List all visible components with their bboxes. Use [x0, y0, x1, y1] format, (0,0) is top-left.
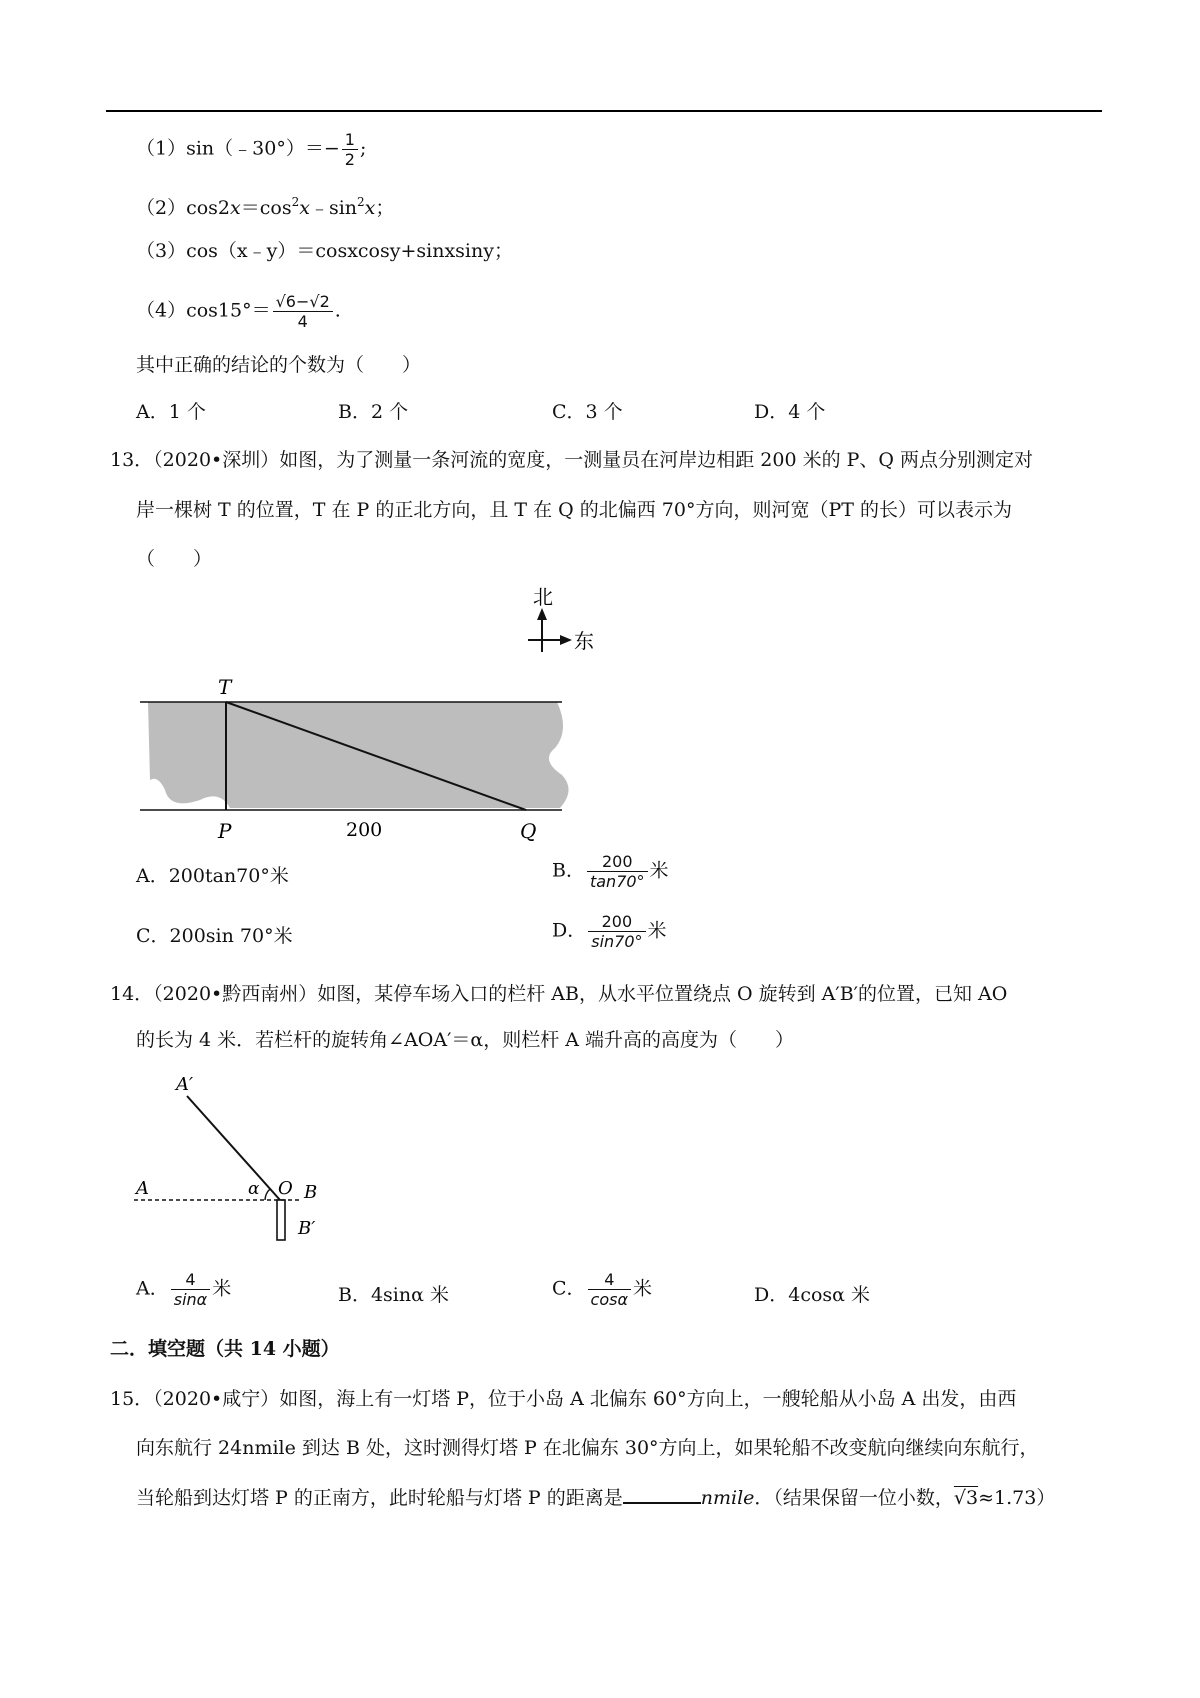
fraction-200-tan70: $\frac{200}{\tan 70^\circ}$	[587, 852, 648, 891]
q12-option-a[interactable]: A．1 个	[136, 401, 206, 423]
q15-line-3: 当轮船到达灯塔 P 的正南方，此时轮船与灯塔 P 的距离是 nmile．（结果保留一位小数，√3≈1.73）	[136, 1484, 1055, 1512]
q15-line-2: 向东航行 24nmile 到达 B 处，这时测得灯塔 P 在北偏东 30°方向上，如果轮船不改变航向继续向东航行，	[136, 1437, 1039, 1459]
q12-option-b[interactable]: B．2 个	[338, 401, 409, 423]
alpha-label: α	[248, 1179, 260, 1199]
q14-line-1: 14．（2020•黔西南州）如图，某停车场入口的栏杆 AB，从水平位置绕点 O 旋转到 A′B′的位置，已知 AO	[110, 983, 1008, 1005]
fraction-cos15: $\frac{√6-√2}{4}$	[273, 292, 333, 331]
answer-blank[interactable]	[623, 1484, 701, 1504]
q12-option-d[interactable]: D．4 个	[754, 401, 826, 423]
point-T-label: T	[218, 675, 232, 699]
q13-line-1: 13．（2020•深圳）如图，为了测量一条河流的宽度，一测量员在河岸边相距 200 米的 P、Q 两点分别测定对	[110, 449, 1034, 471]
header-rule	[106, 110, 1102, 112]
post	[277, 1200, 285, 1240]
rotated-bar	[187, 1096, 280, 1200]
compass-icon	[528, 585, 594, 653]
fraction-4-sinalpha: $\frac{4}{\sin\alpha}$	[171, 1270, 210, 1309]
point-B-label: B	[304, 1182, 318, 1203]
statement-3: （3）cos（x﹣y）＝cosxcosy+sinxsiny；	[136, 240, 513, 262]
distance-label: 200	[346, 819, 383, 841]
statement-4: （4）cos15°＝ $\frac{√6-√2}{4}$ .	[136, 292, 341, 331]
q14-option-d[interactable]: D．4cosα 米	[754, 1284, 871, 1306]
q14-option-b[interactable]: B．4sinα 米	[338, 1284, 449, 1306]
statement-1: （1）sin（﹣30°）＝− $\frac{1}{2}$ ;	[136, 130, 367, 169]
fraction-4-cosalpha: $\frac{4}{\cos\alpha}$	[588, 1270, 631, 1309]
q14-option-a[interactable]: A． $\frac{4}{\sin\alpha}$ 米	[136, 1270, 232, 1309]
q12-stem: 其中正确的结论的个数为（ ）	[136, 354, 422, 376]
point-A-label: A	[136, 1178, 149, 1199]
statement-2: $(2)\cos 2x=\cos^2x﹣\sin^2x$；	[136, 195, 395, 219]
q13-option-b[interactable]: B． $\frac{200}{\tan 70^\circ}$ 米	[552, 852, 669, 891]
sqrt3-symbol: √3	[953, 1487, 979, 1509]
fraction-200-sin70: $\frac{200}{\sin 70^\circ}$	[588, 912, 645, 951]
barrier-figure	[130, 1068, 350, 1248]
compass-east-label: 东	[574, 629, 594, 653]
q15-line-1: 15．（2020•咸宁）如图，海上有一灯塔 P，位于小岛 A 北偏东 60°方向上，一艘轮船从小岛 A 出发，由西	[110, 1388, 1017, 1410]
q13-option-a[interactable]: A．200tan70°米	[136, 865, 289, 887]
river-figure	[130, 580, 610, 850]
q13-option-d[interactable]: D． $\frac{200}{\sin 70^\circ}$ 米	[552, 912, 667, 951]
angle-arc	[265, 1189, 270, 1200]
point-A-prime-label: A′	[176, 1074, 194, 1095]
compass-north-label: 北	[533, 585, 553, 609]
q13-line-2: 岸一棵树 T 的位置，T 在 P 的正北方向，且 T 在 Q 的北偏西 70°方向，则河宽（PT 的长）可以表示为	[136, 499, 1012, 521]
q14-line-2: 的长为 4 米．若栏杆的旋转角∠AOA′＝α，则栏杆 A 端升高的高度为（ ）	[136, 1029, 795, 1051]
q14-option-c[interactable]: C． $\frac{4}{\cos\alpha}$ 米	[552, 1270, 653, 1309]
section-2-title: 二．填空题（共 14 小题）	[110, 1338, 340, 1360]
q13-line-3: （ ）	[136, 548, 213, 570]
q13-option-c[interactable]: C．200sin 70°米	[136, 925, 293, 947]
point-Q-label: Q	[520, 819, 537, 843]
river-shape	[148, 702, 569, 808]
point-B-prime-label: B′	[298, 1218, 316, 1239]
q12-option-c[interactable]: C．3 个	[552, 401, 623, 423]
point-P-label: P	[218, 819, 232, 843]
point-O-label: O	[278, 1178, 293, 1199]
fraction-one-half: $\frac{1}{2}$	[342, 130, 358, 169]
